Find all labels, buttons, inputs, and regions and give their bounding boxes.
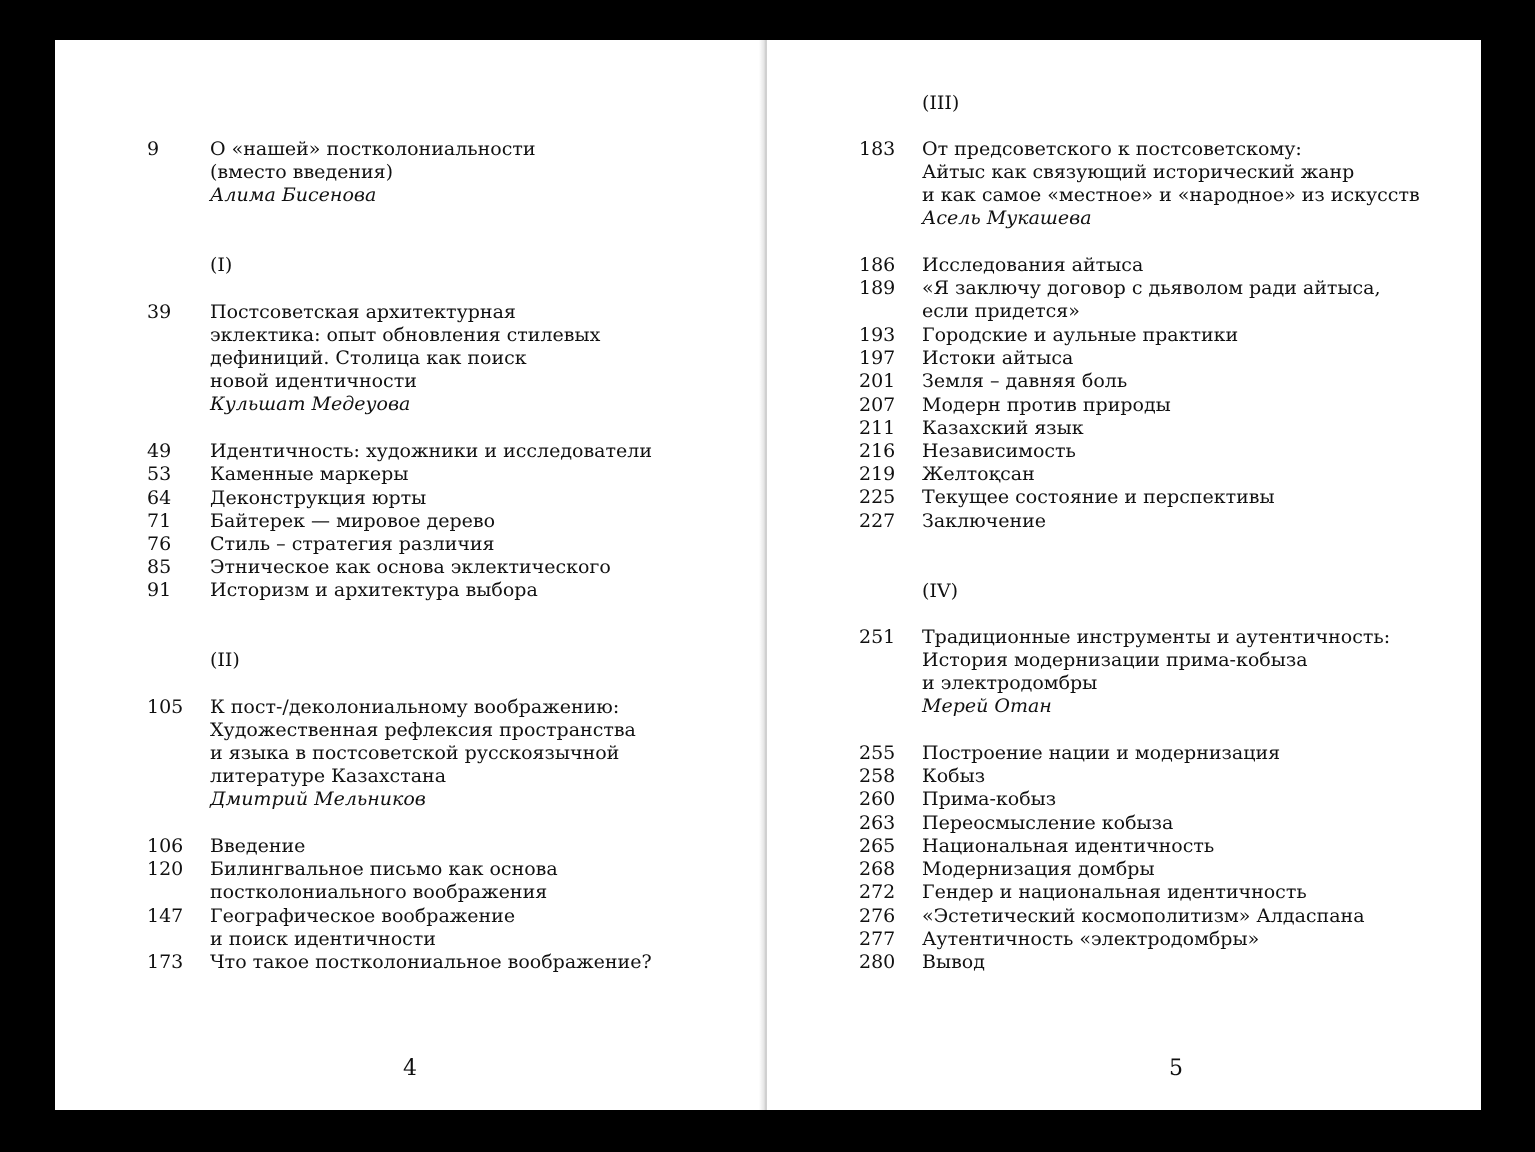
toc-page-number: 276 [859, 905, 896, 927]
toc-page-number: 258 [859, 765, 896, 787]
toc-entry-text [210, 951, 652, 974]
toc-title-line: Желтоқсан [922, 463, 1035, 485]
toc-entry-text [210, 301, 600, 416]
toc-title-line: Айтыс как связующий исторический жанр [922, 161, 1355, 183]
toc-title-line: Билингвальное письмо как основа [210, 858, 558, 880]
toc-page-number: 211 [859, 417, 896, 439]
toc-entry-text [922, 277, 1381, 323]
book-spread [55, 40, 1481, 1110]
toc-entry-title: Построение нации и модернизация [922, 742, 1281, 764]
toc-page-number: 207 [859, 394, 896, 416]
toc-author: Алима Бисенова [210, 184, 377, 206]
toc-entry-title: Переосмысление кобыза [922, 812, 1174, 834]
toc-title-line: Заключение [922, 510, 1047, 532]
toc-title-line: К пост-/деколониальному воображению: [210, 696, 620, 718]
toc-page-number: 85 [147, 556, 172, 578]
toc-page-number: 255 [859, 742, 896, 764]
toc-page-number: 197 [859, 347, 896, 369]
left-page [55, 40, 763, 1110]
toc-entry-title: Прима-кобыз [922, 788, 1057, 810]
toc-page-number: 280 [859, 951, 896, 973]
toc-entry-title: Гендер и национальная идентичность [922, 881, 1307, 903]
toc-page-number: 201 [859, 370, 896, 392]
toc-entry-text [922, 440, 1076, 463]
toc-entry-text [922, 510, 1046, 533]
toc-title-line: Художественная рефлексия пространства [210, 719, 636, 741]
toc-entry-title: Вывод [922, 951, 985, 973]
toc-entry-title: Этническое как основа эклектического [210, 556, 611, 578]
toc-title-line: Исследования айтыса [922, 254, 1144, 276]
toc-title-line: эклектика: опыт обновления стилевых [210, 324, 601, 346]
toc-entry-title: Идентичность: художники и исследователи [210, 440, 652, 462]
toc-page-number: 186 [859, 254, 896, 276]
toc-entry-title: Стиль – стратегия различия [210, 533, 495, 555]
toc-title-line: и электродомбры [922, 672, 1098, 694]
toc-entry-title: Аутентичность «электродомбры» [922, 928, 1260, 950]
toc-author: Асель Мукашева [922, 207, 1092, 229]
toc-title-line: Что такое постколониальное воображение? [210, 951, 652, 973]
toc-title-line: Географическое воображение [210, 905, 516, 927]
toc-author: Мерей Отан [922, 695, 1052, 717]
toc-page-number: 216 [859, 440, 896, 462]
toc-entry-title: Деконструкция юрты [210, 487, 427, 509]
toc-title-line: Земля – давняя боль [922, 370, 1128, 392]
toc-page-number: 277 [859, 928, 896, 950]
toc-title-line: Городские и аульные практики [922, 324, 1239, 346]
toc-page-number: 268 [859, 858, 896, 880]
toc-entry-title: Каменные маркеры [210, 463, 409, 485]
toc-page-number: 219 [859, 463, 896, 485]
toc-entry-text [922, 370, 1127, 393]
toc-title-line: литературе Казахстана [210, 765, 447, 787]
toc-title-line: О «нашей» постколониальности [210, 138, 536, 160]
right-page [767, 40, 1481, 1110]
toc-page-number: 263 [859, 812, 896, 834]
toc-page-number: 260 [859, 788, 896, 810]
toc-page-number: 71 [147, 510, 172, 532]
toc-entry-text [210, 835, 305, 858]
toc-page-number: 105 [147, 696, 184, 718]
toc-entry-title: «Эстетический космополитизм» Алдаспана [922, 905, 1365, 927]
toc-entry-text [210, 858, 558, 904]
toc-title-line: постколониального воображения [210, 881, 548, 903]
section-marker-4: (IV) [922, 580, 959, 602]
toc-entry-title: Историзм и архитектура выбора [210, 579, 538, 601]
toc-page-number: 272 [859, 881, 896, 903]
toc-title-line: и языка в постсоветской русскоязычной [210, 742, 620, 764]
toc-entry-title: Кобыз [922, 765, 986, 787]
toc-page-number: 91 [147, 579, 172, 601]
toc-entry-text [922, 394, 1171, 417]
toc-title-line: и как самое «местное» и «народное» из искусств [922, 184, 1420, 206]
toc-title-line: Текущее состояние и перспективы [922, 486, 1275, 508]
toc-title-line: «Я заключу договор с дьяволом ради айтыса, [922, 277, 1381, 299]
section-marker-2: (II) [210, 649, 240, 671]
toc-entry-text [922, 463, 1035, 486]
toc-page-number: 189 [859, 277, 896, 299]
toc-entry-text [922, 254, 1143, 277]
toc-page-number: 39 [147, 301, 172, 323]
toc-author: Кульшат Медеуова [210, 393, 411, 415]
toc-page-number: 64 [147, 487, 172, 509]
toc-page-number: 227 [859, 510, 896, 532]
toc-page-number: 251 [859, 626, 896, 648]
toc-entry-text [922, 138, 1420, 230]
toc-entry-text [210, 138, 536, 207]
toc-title-line: Модерн против природы [922, 394, 1171, 416]
toc-title-line: Введение [210, 835, 306, 857]
section-marker-1: (I) [210, 254, 233, 276]
toc-entry-text [922, 324, 1238, 347]
toc-entry-text [922, 626, 1390, 718]
toc-title-line: Независимость [922, 440, 1076, 462]
toc-page-number: 106 [147, 835, 184, 857]
toc-page-number: 9 [147, 138, 160, 160]
toc-title-line: История модернизации прима-кобыза [922, 649, 1308, 671]
toc-page-number: 49 [147, 440, 172, 462]
toc-page-number: 76 [147, 533, 172, 555]
toc-title-line: (вместо введения) [210, 161, 394, 183]
toc-title-line: Казахский язык [922, 417, 1084, 439]
toc-entry-text [210, 696, 636, 811]
toc-page-number: 265 [859, 835, 896, 857]
toc-entry-text [922, 417, 1084, 440]
toc-page-number: 225 [859, 486, 896, 508]
toc-page-number: 183 [859, 138, 896, 160]
page-number-left: 4 [403, 1056, 417, 1081]
toc-page-number: 193 [859, 324, 896, 346]
toc-entry-title: Модернизация домбры [922, 858, 1155, 880]
toc-title-line: дефиниций. Столица как поиск [210, 347, 527, 369]
toc-author: Дмитрий Мельников [210, 788, 426, 810]
toc-title-line: От предсоветского к постсоветскому: [922, 138, 1302, 160]
toc-entry-text [210, 905, 515, 951]
toc-title-line: новой идентичности [210, 370, 417, 392]
toc-page-number: 173 [147, 951, 184, 973]
toc-title-line: Постсоветская архитектурная [210, 301, 516, 323]
toc-page-number: 147 [147, 905, 184, 927]
toc-title-line: и поиск идентичности [210, 928, 436, 950]
toc-title-line: Истоки айтыса [922, 347, 1074, 369]
section-marker-3: (III) [922, 92, 960, 114]
toc-entry-text [922, 486, 1275, 509]
toc-title-line: если придется» [922, 300, 1080, 322]
toc-entry-title: Национальная идентичность [922, 835, 1215, 857]
toc-page-number: 53 [147, 463, 172, 485]
page-number-right: 5 [1169, 1056, 1183, 1081]
toc-entry-text [922, 347, 1073, 370]
toc-entry-title: Байтерек — мировое дерево [210, 510, 496, 532]
toc-title-line: Традиционные инструменты и аутентичность: [922, 626, 1391, 648]
toc-page-number: 120 [147, 858, 184, 880]
